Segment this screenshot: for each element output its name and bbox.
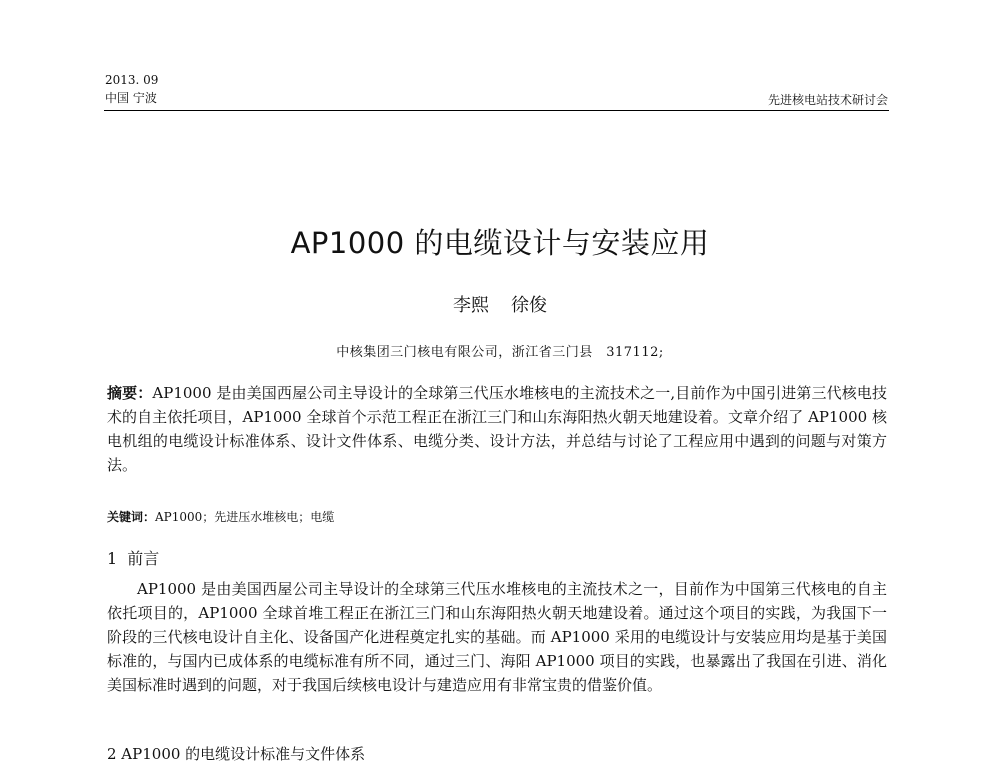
keywords [107, 508, 334, 526]
section-1-number: 1 [107, 549, 118, 568]
section-1-heading [107, 548, 159, 570]
paper-title: AP1000 的电缆设计与安装应用 [290, 226, 710, 260]
author-2: 徐俊 [511, 295, 547, 316]
section-1-body: AP1000 是由美国西屋公司主导设计的全球第三代压水堆核电的主流技术之一，目前作为中国第三代核电的自主依托项目的，AP1000 全球首堆工程正在浙江三门和山东海阳热火朝天地建设着。通过这个项目的实践，为我国下一阶段的三代核电设计自主化、设备国产化进程奠定扎实的基础。而 AP1000 采用的电缆设计与安装应用均是基于美国标准的，与国内已成体系的电缆标准有所不同，通过三门、海阳 AP1000 项目的实践，也暴露出了我国在引进、消化美国标准时遇到的问题，对于我国后续核电设计与建造应用有非常宝贵的借鉴价值。 [107, 580, 887, 694]
affiliation: 中核集团三门核电有限公司，浙江省三门县 317112; [336, 345, 664, 360]
section-1-title: 前言 [127, 549, 160, 568]
abstract-text: AP1000 是由美国西屋公司主导设计的全球第三代压水堆核电的主流技术之一,目前作为中国引进第三代核电技术的自主依托项目，AP1000 全球首个示范工程正在浙江三门和山东海阳热火朝天地建设着。文章介绍了 AP1000 核电机组的电缆设计标准体系、设计文件体系、电缆分类、设计方法，并总结与讨论了工程应用中遇到的问题与对策方法。 [107, 384, 887, 474]
abstract-label: 摘要： [107, 384, 153, 402]
section-2-heading-partial: 2 AP1000 的电缆设计标准与文件体系 [107, 745, 366, 763]
header-conference: 先进核电站技术研讨会 [767, 93, 888, 107]
abstract [107, 381, 887, 477]
header-place: 中国 宁波 [105, 91, 157, 105]
header-date: 2013. 09 [105, 73, 159, 87]
author-1: 李熙 [453, 295, 489, 316]
keywords-label: 关键词： [107, 510, 156, 524]
authors [0, 294, 1000, 318]
keywords-text: AP1000；先进压水堆核电；电缆 [155, 510, 335, 524]
header-rule [104, 110, 889, 111]
